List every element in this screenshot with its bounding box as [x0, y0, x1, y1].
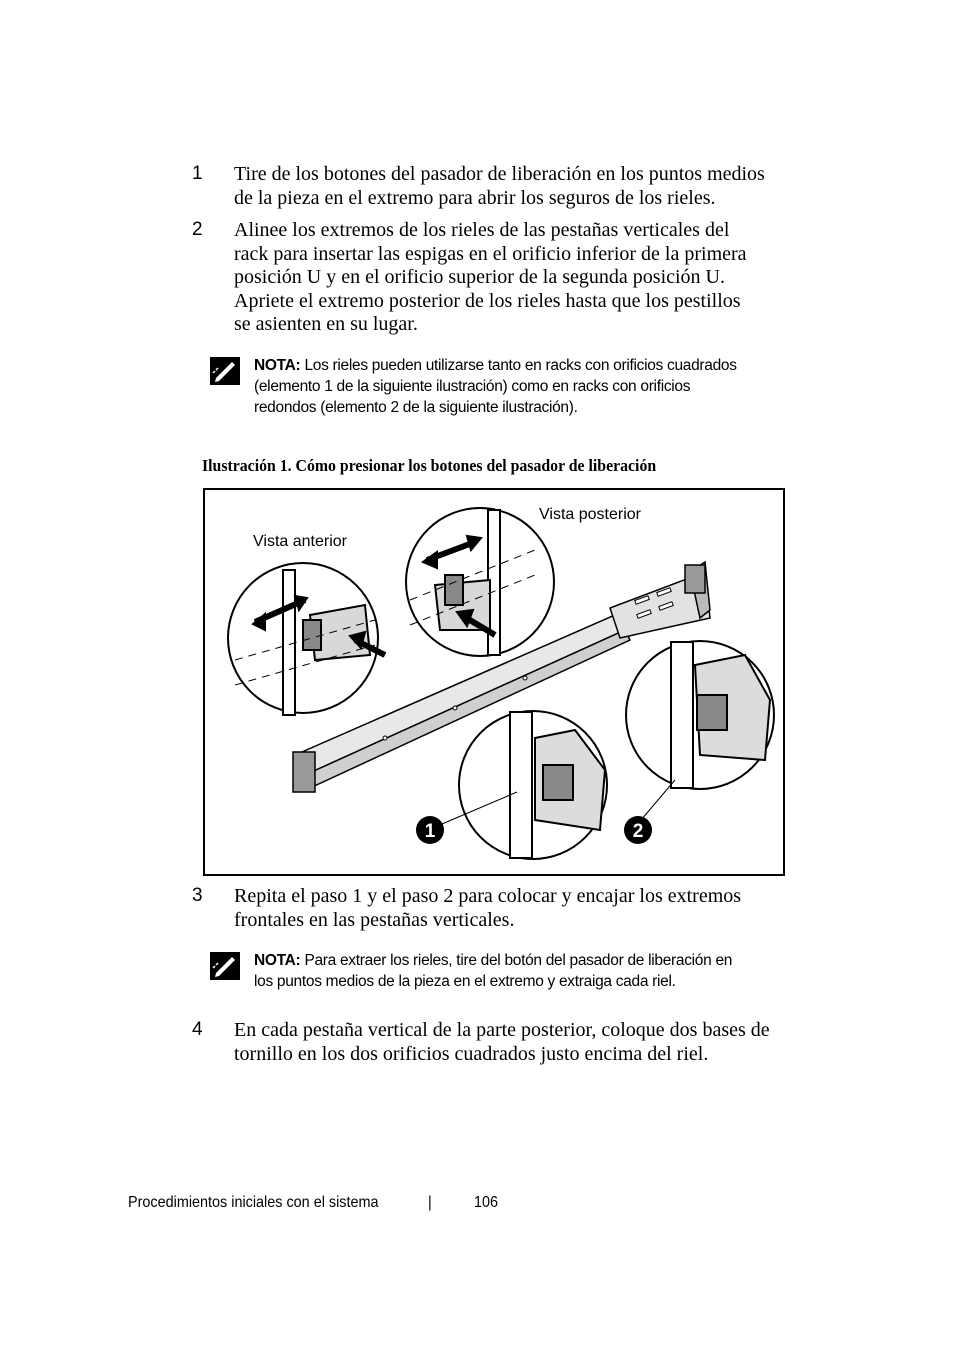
callout-1-label: 1	[424, 821, 436, 842]
page-number: 106	[474, 1194, 499, 1211]
step-line: se asienten en su lugar.	[234, 313, 418, 335]
note-line: (elemento 1 de la siguiente ilustración) como en racks con orificios	[254, 378, 691, 395]
note-line: Los rieles pueden utilizarse tanto en racks con orificios cuadrados	[300, 357, 737, 374]
rear-view-label: Vista posterior	[539, 506, 641, 523]
step-number: 3	[192, 885, 203, 906]
callout-2-label: 2	[632, 821, 644, 842]
footer-section: Procedimientos iniciales con el sistema	[128, 1194, 379, 1211]
callout-1	[416, 816, 444, 844]
step-number: 2	[192, 219, 203, 240]
round-hole-detail	[626, 641, 774, 789]
note-line: Para extraer los rieles, tire del botón del pasador de liberación en	[300, 952, 733, 969]
step-line: rack para insertar las espigas en el orificio inferior de la primera	[234, 242, 747, 265]
callout-2	[624, 816, 652, 844]
step-text	[234, 163, 854, 210]
note-label: NOTA:	[254, 952, 301, 969]
note-line: los puntos medios de la pieza en el extremo y extraiga cada riel.	[254, 973, 676, 990]
step-line: Alinee los extremos de los rieles de las pestañas verticales del	[234, 219, 730, 241]
step-line: tornillo en los dos orificios cuadrados justo encima del riel.	[234, 1042, 709, 1065]
step-line: Tire de los botones del pasador de liberación en los puntos medios	[234, 163, 765, 185]
rail-illustration	[203, 488, 785, 876]
note-text	[254, 355, 814, 418]
step-line: de la pieza en el extremo para abrir los seguros de los rieles.	[234, 186, 716, 209]
figure-caption: Ilustración 1. Cómo presionar los botones del pasador de liberación	[202, 456, 657, 475]
front-view-label: Vista anterior	[253, 533, 347, 550]
note-line: redondos (elemento 2 de la siguiente ilustración).	[254, 399, 578, 416]
step-text	[234, 219, 854, 337]
step-line: En cada pestaña vertical de la parte posterior, coloque dos bases de	[234, 1019, 770, 1041]
step-number: 4	[192, 1019, 203, 1040]
front-view-detail	[228, 563, 385, 715]
step-line: Repita el paso 1 y el paso 2 para colocar y encajar los extremos	[234, 885, 742, 907]
rear-view-detail	[406, 508, 554, 656]
pencil-note-icon	[210, 357, 240, 385]
step-line: Apriete el extremo posterior de los rieles hasta que los pestillos	[234, 289, 741, 312]
step-number: 1	[192, 163, 203, 184]
step-line: frontales en las pestañas verticales.	[234, 908, 515, 931]
footer-separator: |	[428, 1194, 432, 1211]
pencil-note-icon	[210, 952, 240, 980]
step-text	[234, 885, 854, 932]
step-text	[234, 1019, 854, 1066]
note-label: NOTA:	[254, 357, 301, 374]
square-hole-detail	[459, 711, 607, 859]
note-text	[254, 950, 814, 992]
step-line: posición U y en el orificio superior de la segunda posición U.	[234, 266, 725, 288]
